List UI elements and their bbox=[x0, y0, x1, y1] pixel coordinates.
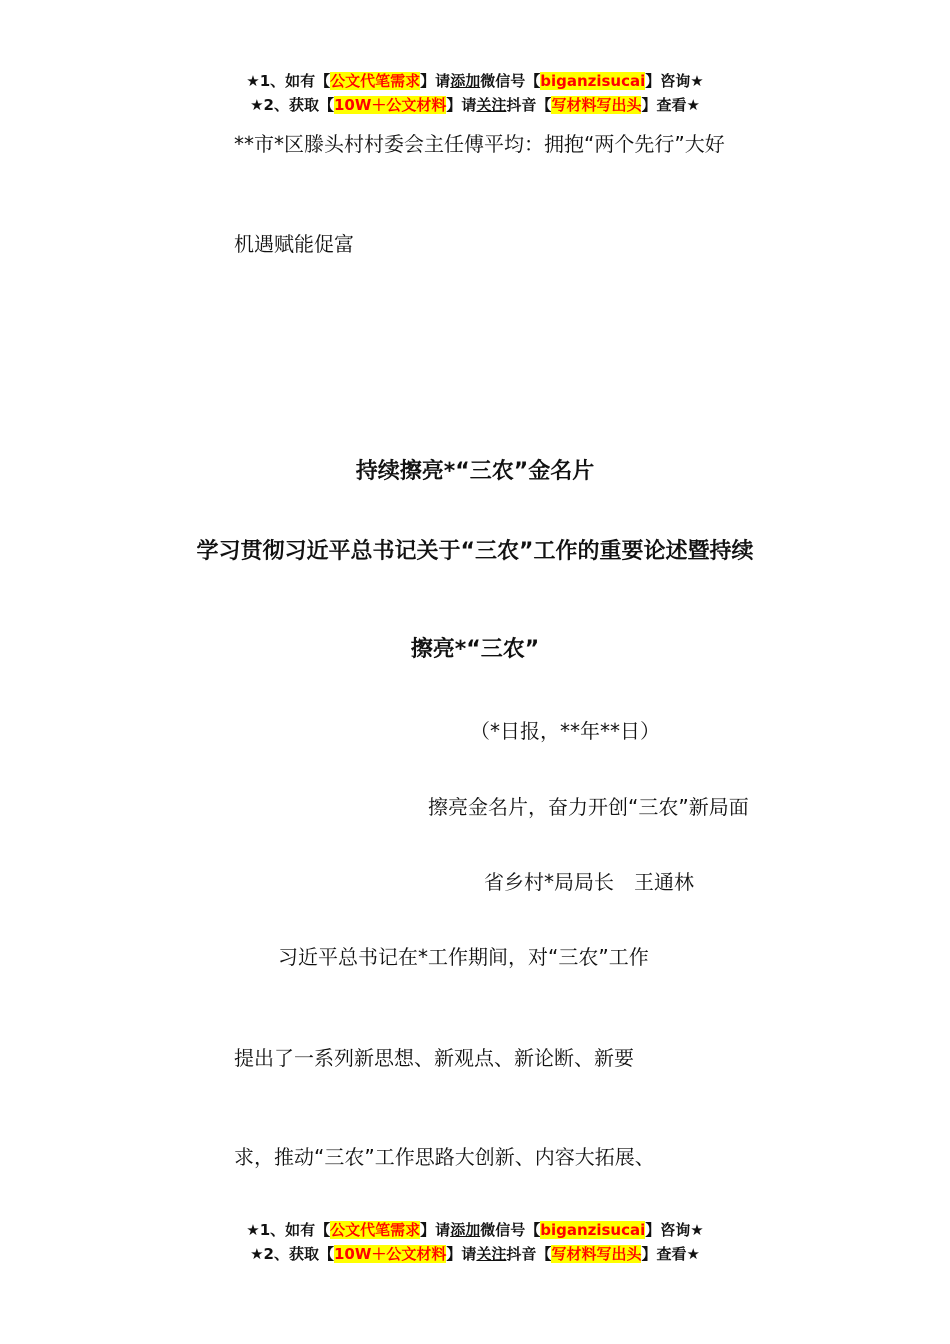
banner-text: ★1、如有【 bbox=[246, 1221, 331, 1239]
banner-emphasis: 关注 bbox=[476, 96, 507, 114]
banner-emphasis: 关注 bbox=[476, 1245, 507, 1263]
footer-banner-line-1 bbox=[0, 1219, 950, 1242]
banner-highlight-materials: 10W＋公文材料 bbox=[333, 96, 447, 114]
document-heading-line-2: 机遇赋能促富 bbox=[234, 232, 354, 256]
article-title-line-2: 学习贯彻习近平总书记关于“三农”工作的重要论述暨持续 bbox=[196, 539, 754, 564]
banner-text: 】查看★ bbox=[641, 96, 700, 114]
footer-banner-line-2 bbox=[0, 1243, 950, 1266]
banner-highlight-wechat-id: biganzisucai bbox=[540, 1221, 646, 1239]
banner-highlight-service: 公文代笔需求 bbox=[330, 72, 421, 90]
header-banner-line-2 bbox=[0, 94, 950, 117]
banner-text: 】咨询★ bbox=[645, 1221, 704, 1239]
paragraph-line-1: 习近平总书记在*工作期间，对“三农”工作 bbox=[278, 945, 649, 969]
banner-text: ★2、获取【 bbox=[250, 96, 334, 114]
document-heading-line-1: **市*区滕头村村委会主任傅平均：拥抱“两个先行”大好 bbox=[234, 132, 725, 156]
banner-highlight-service: 公文代笔需求 bbox=[330, 1221, 421, 1239]
banner-highlight-materials: 10W＋公文材料 bbox=[333, 1245, 447, 1263]
article-title-line-1: 持续擦亮*“三农”金名片 bbox=[355, 459, 595, 484]
article-title-line-3: 擦亮*“三农” bbox=[410, 637, 540, 662]
banner-text: 抖音【 bbox=[506, 96, 552, 114]
banner-text: 】请 bbox=[420, 72, 451, 90]
banner-emphasis: 添加 bbox=[450, 1221, 481, 1239]
article-subtitle: 擦亮金名片，奋力开创“三农”新局面 bbox=[428, 795, 749, 819]
article-author: 省乡村*局局长 王通林 bbox=[484, 870, 694, 894]
banner-text: 】咨询★ bbox=[645, 72, 704, 90]
banner-emphasis: 添加 bbox=[450, 72, 481, 90]
banner-text: 】请 bbox=[446, 1245, 477, 1263]
banner-text: 】查看★ bbox=[641, 1245, 700, 1263]
banner-text: 微信号【 bbox=[480, 72, 541, 90]
header-banner-line-1 bbox=[0, 70, 950, 93]
banner-text: 微信号【 bbox=[480, 1221, 541, 1239]
banner-text: ★2、获取【 bbox=[250, 1245, 334, 1263]
article-source: （*日报，**年**日） bbox=[470, 719, 660, 743]
banner-highlight-douyin: 写材料写出头 bbox=[551, 96, 642, 114]
paragraph-line-3: 求，推动“三农”工作思路大创新、内容大拓展、 bbox=[234, 1145, 655, 1169]
banner-text: 】请 bbox=[446, 96, 477, 114]
banner-text: 】请 bbox=[420, 1221, 451, 1239]
paragraph-line-2: 提出了一系列新思想、新观点、新论断、新要 bbox=[234, 1046, 634, 1070]
banner-highlight-douyin: 写材料写出头 bbox=[551, 1245, 642, 1263]
banner-highlight-wechat-id: biganzisucai bbox=[540, 72, 646, 90]
banner-text: ★1、如有【 bbox=[246, 72, 331, 90]
banner-text: 抖音【 bbox=[506, 1245, 552, 1263]
